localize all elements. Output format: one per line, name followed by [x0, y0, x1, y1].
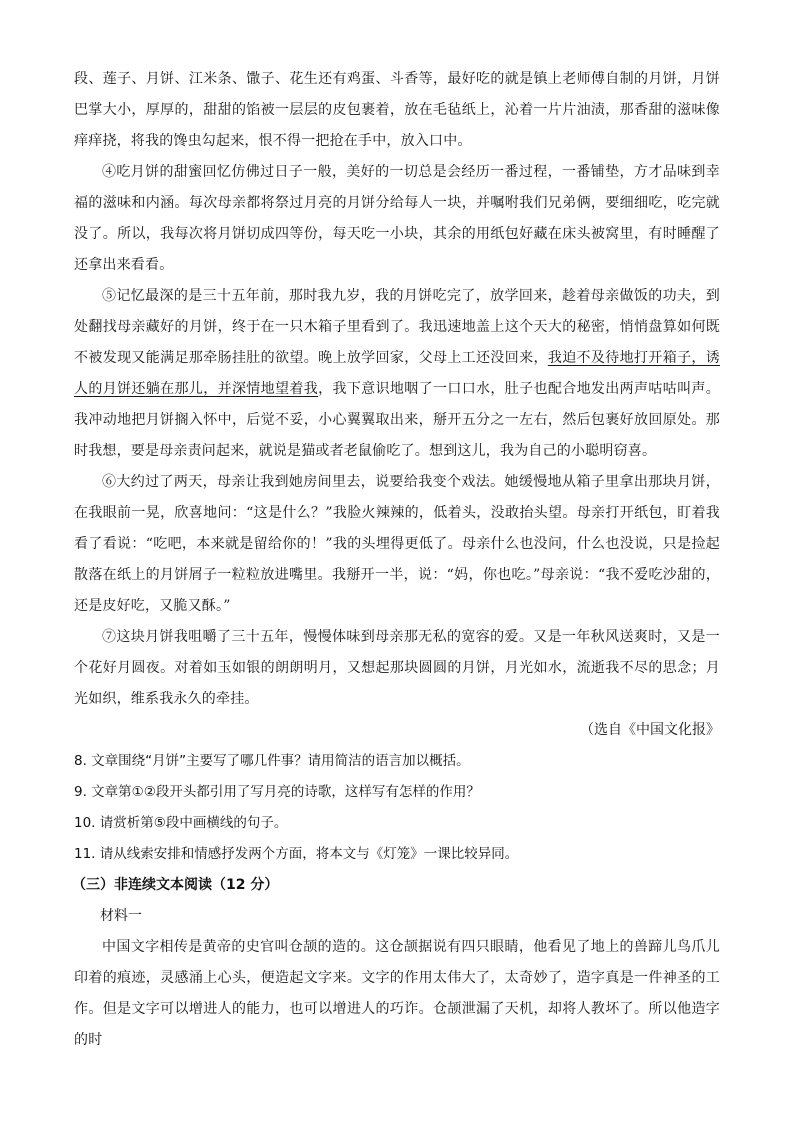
material-1-text: 中国文字相传是黄帝的史官叫仓颉的造的。这仓颉据说有四只眼睛，他看见了地上的兽蹄儿鸟爪儿印着的痕迹，灵感涌上心头，便造起文字来。文字的作用太伟大了，太奇妙了，造字真是一件神圣的工作。但是文字可以增进人的能力，也可以增进人的巧诈。仓颉泄漏了天机，却将人教坏了。所以他造字的时	[74, 939, 720, 1048]
article-paragraph-7: ⑦这块月饼我咀嚼了三十五年，慢慢体味到母亲那无私的宽容的爱。又是一年秋风送爽时，又是一个花好月圆夜。对着如玉如银的朗朗明月，又想起那块圆圆的月饼，月光如水，流逝我不尽的思念；月光如织，维系我永久的牵挂。	[74, 629, 720, 707]
section-3-heading: （三）非连续文本阅读（12 分）	[72, 877, 279, 893]
article-paragraph-4: ④吃月饼的甜蜜回忆仿佛过日子一般，美好的一切总是会经历一番过程，一番铺垫，方才品味到幸福的滋味和内涵。每次母亲都将祭过月亮的月饼分给每人一块，并嘱咐我们兄弟俩，要细细吃，吃完就没了。所以，我每次将月饼切成四等份，每天吃一小块，其余的用纸包好藏在床头被窝里，有时睡醒了还拿出来看看。	[74, 164, 720, 273]
question-11: 11. 请从线索安排和情感抒发两个方面，将本文与《灯笼》一课比较异同。	[74, 846, 519, 862]
question-8: 8. 文章围绕“月饼”主要写了哪几件事？请用简洁的语言加以概括。	[74, 753, 470, 769]
document-page	[74, 64, 720, 1056]
paragraph-5-text-a: ⑤记忆最深的是三十五年前，那时我九岁，我的月饼吃完了，放学回来，趁着母亲做饭的功夫，到处翻找母亲藏好的月饼，终于在一只木箱子里看到了。我迅速地盖上这个天大的秘密，悄悄盘算如何既不被发现又能满足那牵肠挂肚的欲望。晚上放学回家，父母上工还没回来，	[74, 288, 720, 366]
underlined-sentence: 我迫不及待地打开箱子，诱人的月饼还躺在那儿，并深情地望着我	[74, 350, 720, 397]
material-1-title: 材料一	[100, 908, 142, 924]
article-paragraph-continued: 段、莲子、月饼、江米条、馓子、花生还有鸡蛋、斗香等，最好吃的就是镇上老师傅自制的月饼，月饼巴掌大小，厚厚的，甜甜的馅被一层层的皮包裹着，放在毛毡纸上，沁着一片片油渍，那香甜的滋味像痒痒挠，将我的馋虫勾起来，恨不得一把抢在手中，放入口中。	[74, 71, 720, 149]
question-10: 10. 请赏析第⑤段中画横线的句子。	[74, 815, 288, 831]
question-9: 9. 文章第①②段开头都引用了写月亮的诗歌，这样写有怎样的作用？	[74, 784, 480, 800]
paragraph-5-text-b: ，我下意识地咽了一口口水，肚子也配合地发出两声咕咕叫声。我冲动地把月饼搁入怀中，后觉不妥，小心翼翼取出来，掰开五分之一左右，然后包裹好放回原处。那时我想，要是母亲责问起来，就说是猫或者老鼠偷吃了。想到这儿，我为自己的小聪明窃喜。	[74, 381, 720, 459]
article-paragraph-6: ⑥大约过了两天，母亲让我到她房间里去，说要给我变个戏法。她缓慢地从箱子里拿出那块月饼，在我眼前一晃，欣喜地问：“这是什么？”我脸火辣辣的，低着头，没敢抬头望。母亲打开纸包，盯着我看了看说：“吃吧，本来就是留给你的！”我的头埋得更低了。母亲什么也没问，什么也没说，只是捡起散落在纸上的月饼屑子一粒粒放进嘴里。我掰开一半，说：“妈，你也吃。”母亲说：“我不爱吃沙甜的，还是皮好吃，又脆又酥。”	[74, 474, 720, 614]
article-paragraph-5	[74, 281, 720, 467]
article-source: （选自《中国文化报》	[580, 723, 720, 738]
